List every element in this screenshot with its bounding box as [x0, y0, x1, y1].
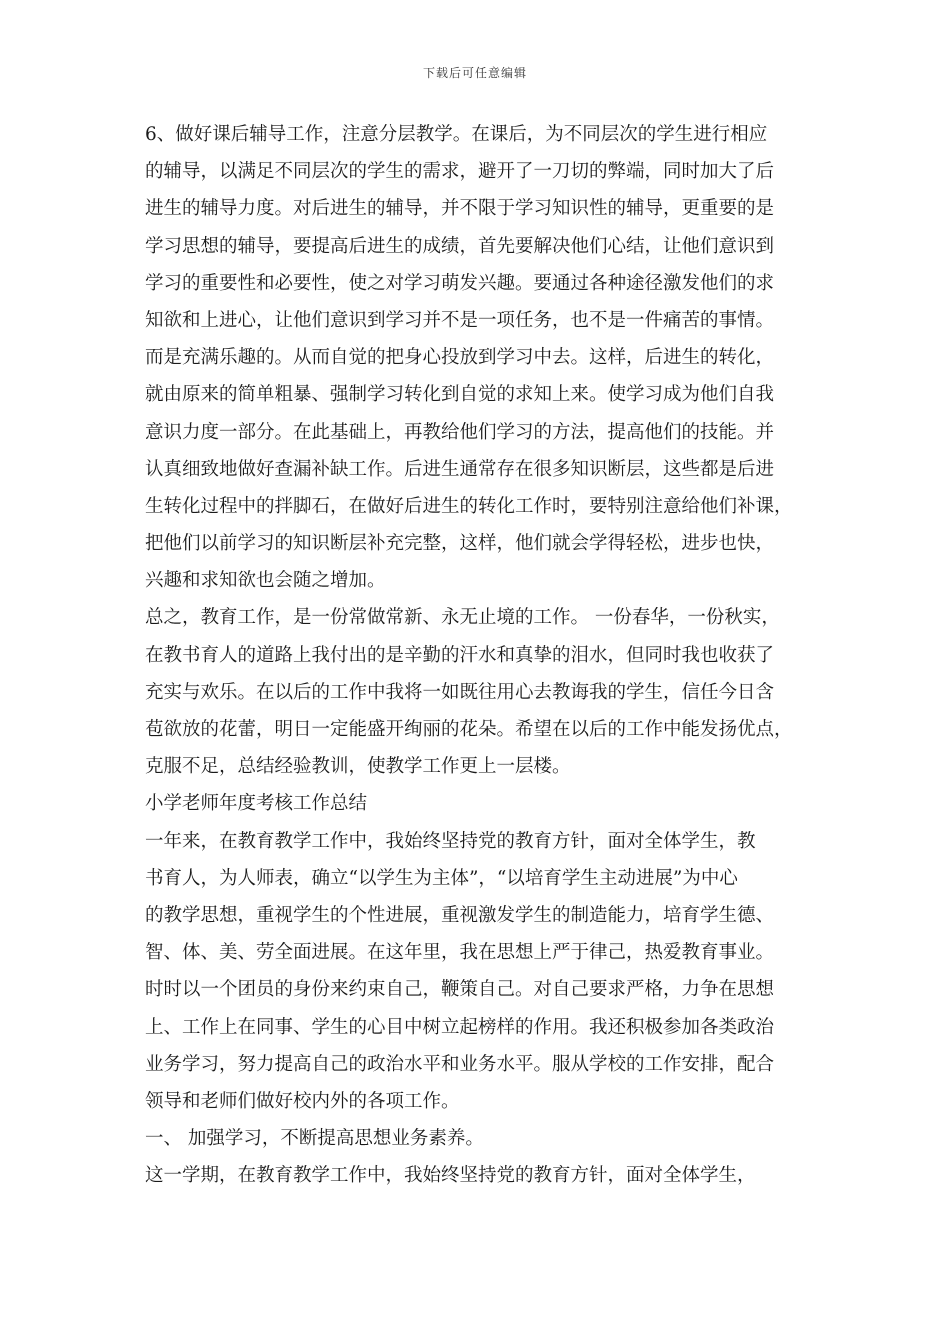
text-line: 业务学习，努力提高自己的政治水平和业务水平。服从学校的工作安排，配合 — [145, 1053, 775, 1075]
section-title: 小学老师年度考核工作总结 — [145, 793, 368, 815]
page-header: 下载后可任意编辑 — [422, 66, 527, 80]
text-line: 在教书育人的道路上我付出的是辛勤的汗水和真挚的泪水，但同时我也收获了 — [145, 644, 775, 666]
text-line: 学习思想的辅导，要提高后进生的成绩，首先要解决他们心结，让他们意识到 — [145, 235, 775, 257]
section-heading: 一、 加强学习，不断提高思想业务素养。 — [145, 1128, 484, 1150]
text-line: 而是充满乐趣的。从而自觉的把身心投放到学习中去。这样，后进生的转化， — [145, 347, 775, 369]
text-line: 生转化过程中的拌脚石，在做好后进生的转化工作时，要特别注意给他们补课， — [145, 495, 793, 517]
text-line: 时时以一个团员的身份来约束自己，鞭策自己。对自己要求严格，力争在思想 — [145, 979, 775, 1001]
text-line: 学习的重要性和必要性，使之对学习萌发兴趣。要通过各种途径激发他们的求 — [145, 272, 775, 294]
text-line: 领导和老师们做好校内外的各项工作。 — [145, 1090, 460, 1112]
text-line: 智、体、美、劳全面进展。在这年里，我在思想上严于律己，热爱教育事业。 — [145, 942, 775, 964]
text-line: 的教学思想，重视学生的个性进展，重视激发学生的制造能力，培育学生德、 — [145, 904, 775, 926]
document-body — [145, 116, 825, 1194]
text-line: 一年来，在教育教学工作中，我始终坚持党的教育方针，面对全体学生，教 — [145, 830, 756, 852]
text-line: 的辅导，以满足不同层次的学生的需求，避开了一刀切的弊端，同时加大了后 — [145, 161, 775, 183]
text-line: 进生的辅导力度。对后进生的辅导，并不限于学习知识性的辅导，更重要的是 — [145, 198, 775, 220]
text-line: 认真细致地做好查漏补缺工作。后进生通常存在很多知识断层，这些都是后进 — [145, 458, 775, 480]
text-line: 上、工作上在同事、学生的心目中树立起榜样的作用。我还积极参加各类政治 — [145, 1016, 775, 1038]
text-line: 克服不足，总结经验教训，使教学工作更上一层楼。 — [145, 756, 571, 778]
text-line: 这一学期，在教育教学工作中，我始终坚持党的教育方针，面对全体学生， — [145, 1165, 756, 1187]
text-line: 6、做好课后辅导工作，注意分层教学。在课后，为不同层次的学生进行相应 — [145, 124, 768, 145]
text-line: 充实与欢乐。在以后的工作中我将一如既往用心去教诲我的学生，信任今日含 — [145, 681, 775, 703]
text-line: 知欲和上进心，让他们意识到学习并不是一项任务，也不是一件痛苦的事情。 — [145, 309, 775, 331]
text-line: 兴趣和求知欲也会随之增加。 — [145, 570, 386, 592]
text-line: 把他们以前学习的知识断层补充完整，这样，他们就会学得轻松，进步也快， — [145, 533, 775, 555]
text-line: 总之，教育工作，是一份常做常新、永无止境的工作。 一份春华，一份秋实， — [145, 607, 780, 629]
text-line: 意识力度一部分。在此基础上，再教给他们学习的方法，提高他们的技能。并 — [145, 421, 775, 443]
text-line: 苞欲放的花蕾，明日一定能盛开绚丽的花朵。希望在以后的工作中能发扬优点， — [145, 719, 793, 740]
text-line: 书育人，为人师表，确立“以学生为主体”，“以培育学生主动进展”为中心 — [145, 867, 738, 889]
text-line: 就由原来的简单粗暴、强制学习转化到自觉的求知上来。使学习成为他们自我 — [145, 384, 775, 406]
